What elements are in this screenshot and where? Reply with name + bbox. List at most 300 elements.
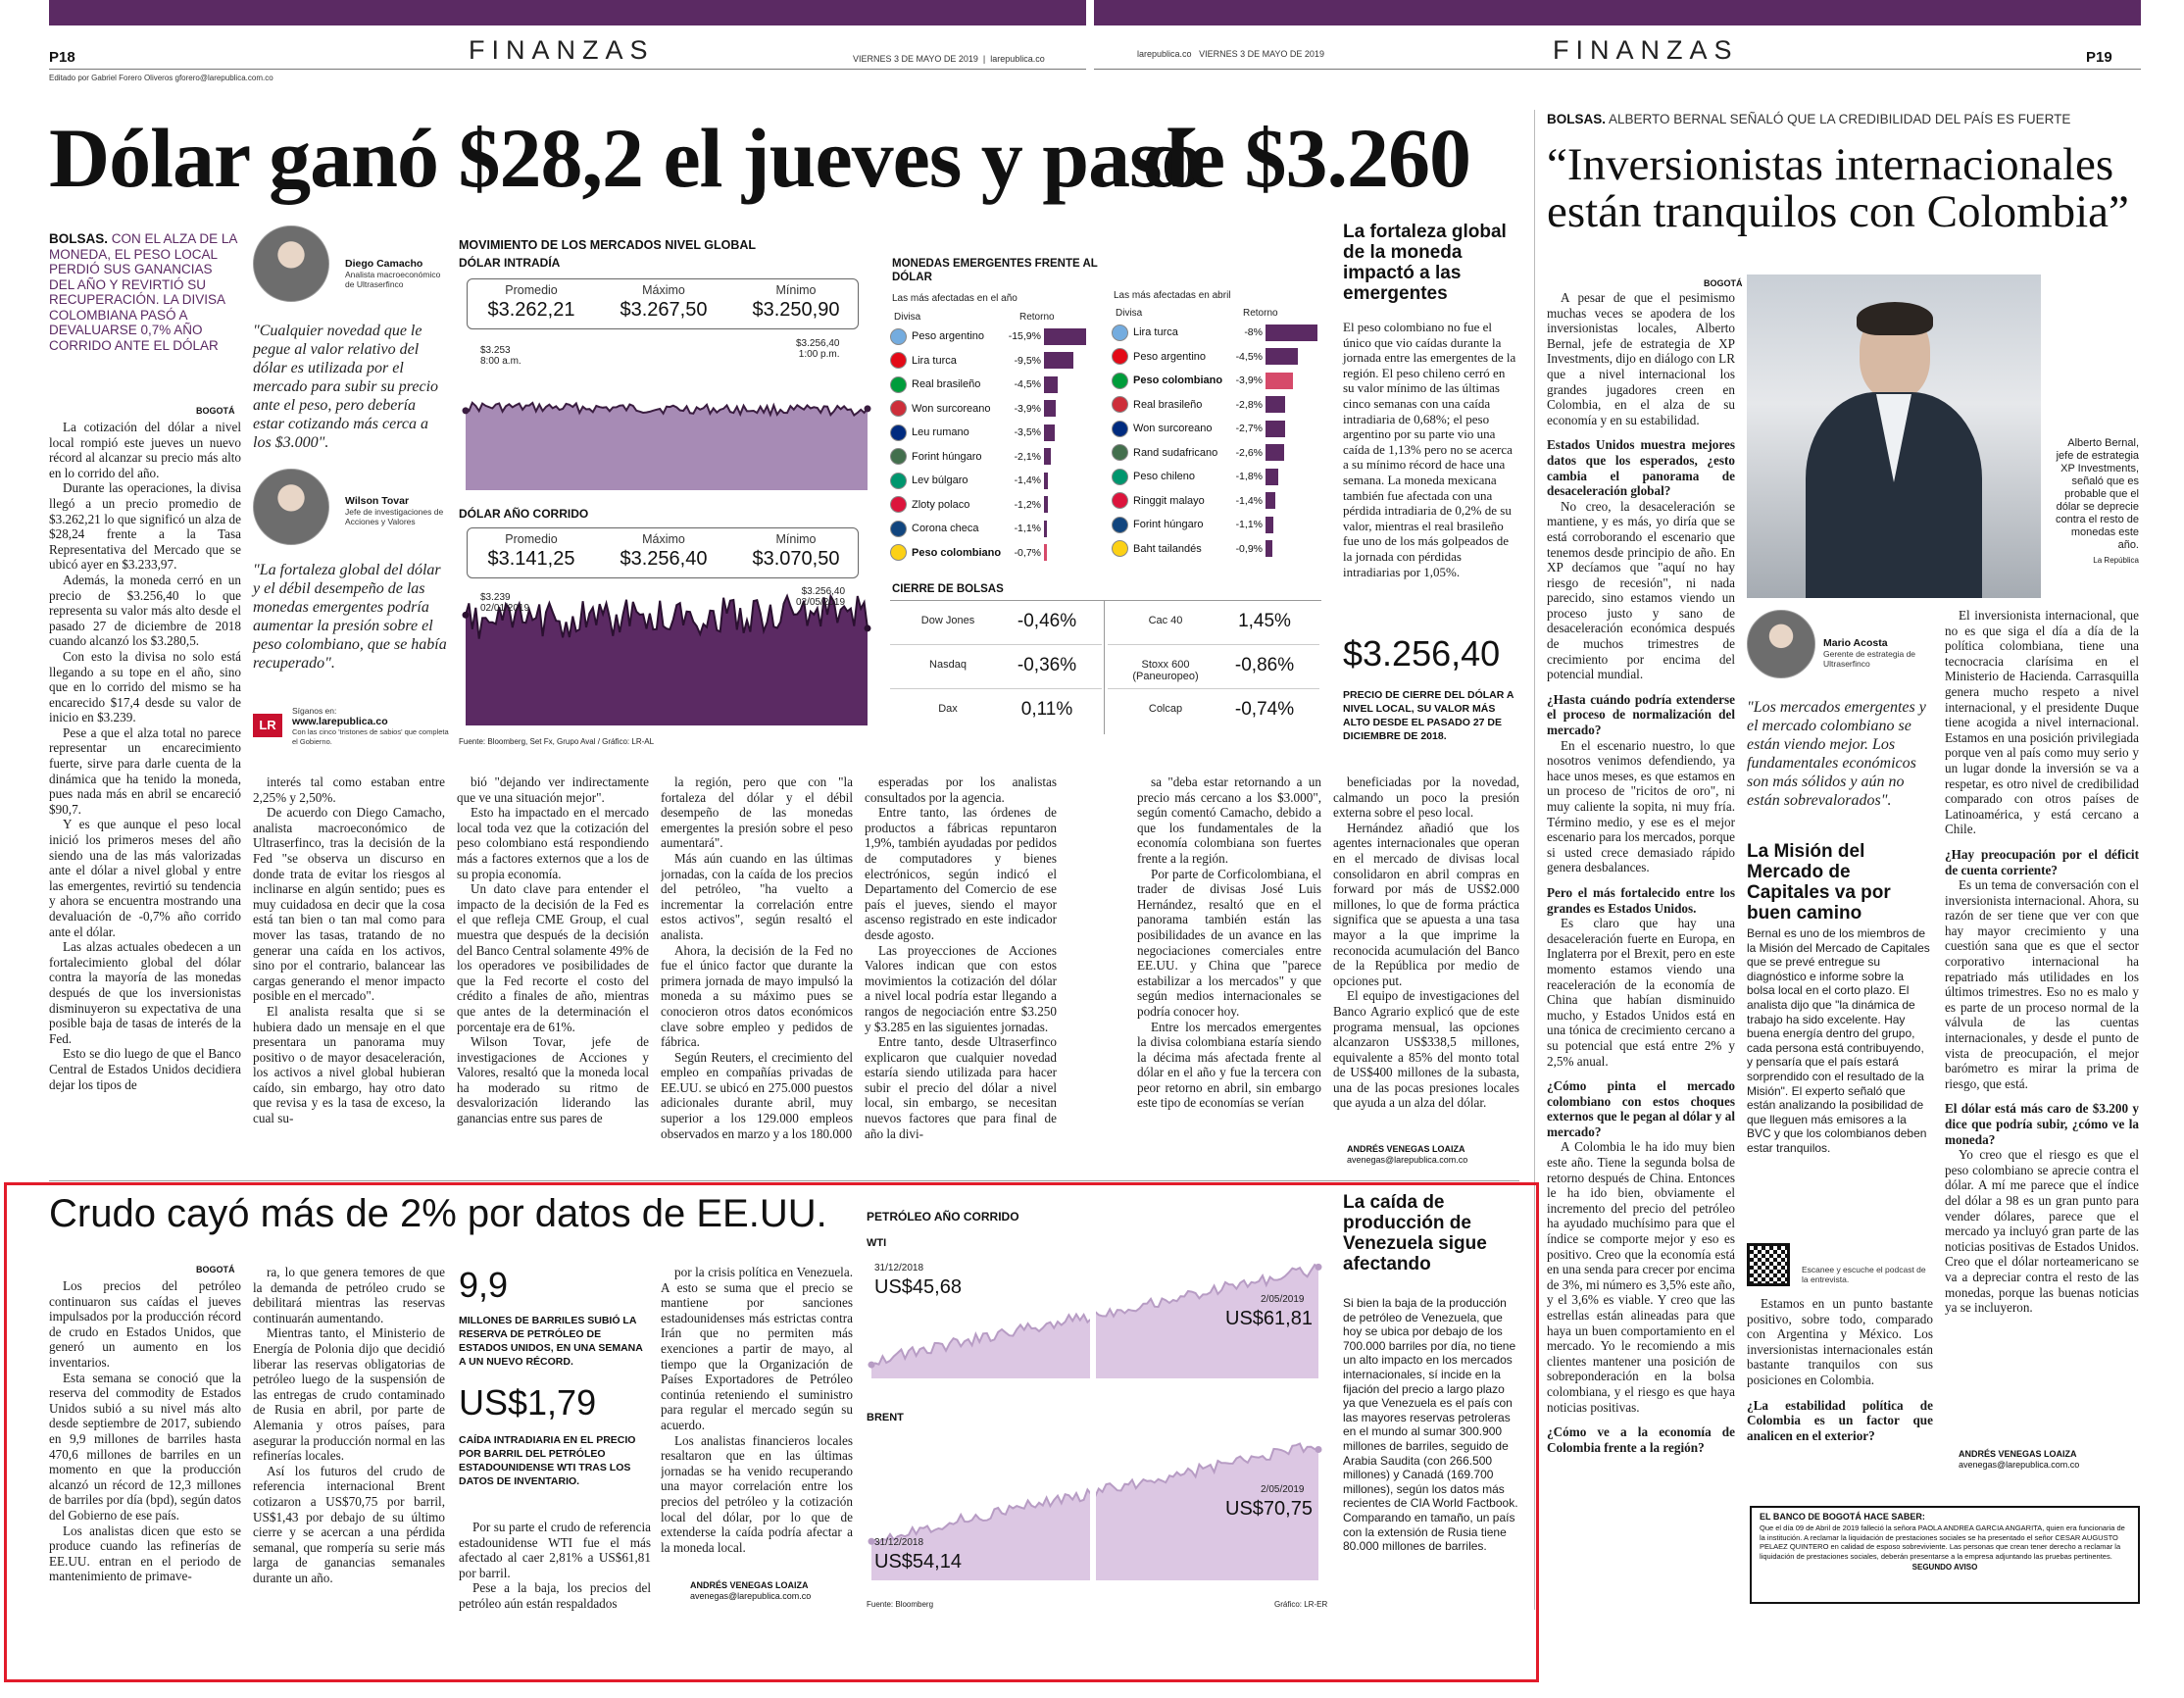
index-value: 0,11% [1020, 699, 1073, 720]
currency-bar [1266, 517, 1273, 533]
interview-kicker [1547, 112, 2135, 127]
april-subtitle: Las más afectadas en abril [1114, 290, 1231, 301]
oil-byline [690, 1580, 811, 1602]
currency-name: Peso chileno [1133, 471, 1195, 483]
currency-return: -9,5% [1014, 354, 1041, 367]
paragraph: Con esto la divisa no solo está llegando a su tope en el año, sino que en lo corrido del mismo se ha encarecido $17,4 desde su valor de inicio en $3.239. [49, 648, 241, 725]
currency-return: -1,1% [1014, 523, 1041, 535]
oil-source: Fuente: Bloomberg [867, 1600, 934, 1609]
left-header-rule [49, 69, 1086, 70]
currency-name: Rand sudafricano [1133, 446, 1218, 459]
close-big-figure: $3.256,40 [1343, 633, 1501, 674]
main-kicker-label: BOLSAS. [49, 231, 109, 246]
currency-return: -1,4% [1235, 494, 1263, 507]
paragraph: por la crisis política en Venezuela. A esto se suma que el precio se mantiene por sanciones estadounidenses más estrictas contra Irán que no permiten más exenciones a partir de mayo, al tiempo que la Organización de Países Exportadores de Petróleo continúa reteniendo el suministro para regular el mercado según su acuerdo. [661, 1265, 853, 1432]
venezuela-paragraph: Si bien la baja de la producción de petróleo de Venezuela, que hoy se ubica por debajo de los 700.000 barriles por día, no tiene un alto impacto en los mercados internacionales, sí incide en la fijación del precio a largo plazo ya que Venezuela es el país con las mayores reservas petroleras en el mundo al sumar 300.900 millones de barriles, seguido de Arabia Saudita (con 266.500 millones) y Canadá (169.700 millones), según los datos más recientes de CIA World Factbook. Comparando en tamaño, un país con la extensión de Rusia tiene 80.000 millones de barriles. [1343, 1296, 1518, 1554]
flag-icon [890, 328, 907, 345]
flag-icon [890, 496, 907, 513]
emerging-sidebar-paragraph: El peso colombiano no fue el único que vio caídas durante la jornada entre las emergentes de la región. El peso chileno cerró en su valor mínimo de las últimas cinco semanas con una caída intradiaria de 0,68%; el peso argentino por su parte vio una caída de 1,13% pero no se acerca a su mínimo récord de hace una semana. La moneda mexicana también fue afectada con una pérdida intradiaria de 0,2% de su valor, mientras el real brasileño fue uno de los más golpeados de la jornada con pérdidas intradiarias por 1,05%. [1343, 320, 1516, 579]
venezuela-head: La caída de producción de Venezuela sigue afectando [1343, 1192, 1487, 1274]
flag-icon [1112, 348, 1128, 365]
currency-row [890, 325, 1086, 349]
currency-row [890, 541, 1086, 566]
photo-caption [2049, 437, 2139, 567]
currency-return: -0,9% [1235, 542, 1263, 555]
paragraph: Las alzas actuales obedecen a un fortalecimiento global del dólar contra la mayoría de las monedas después de que los inversionistas disminuyeron su expectativa de una posible baja de tasas de interés de la Fed. [49, 939, 241, 1046]
paragraph: Pese a que el alza total no parece representar un encarecimiento fuerte, sirve para darle cuenta de la dinámica que ha tenido la moneda, pues nada más en abril se encareció $90,7. [49, 724, 241, 817]
oil-figure-2: US$1,79 [459, 1382, 597, 1423]
emerging-sidebar-text [1343, 320, 1519, 579]
interview-headline: “Inversionistas internacionales están tranquilos con Colombia” [1547, 139, 2129, 237]
currency-row [1112, 489, 1317, 514]
oil-headline: Crudo cayó más de 2% por datos de EE.UU. [49, 1192, 827, 1235]
emerging-sidebar-head: La fortaleza global de la moneda impactó a las emergentes [1343, 222, 1507, 304]
flag-icon [1112, 469, 1128, 485]
currency-row [890, 349, 1086, 374]
interview-column-2-end [1747, 1296, 1933, 1443]
currency-bar [1266, 325, 1317, 341]
close-figure-caption: PRECIO DE CIERRE DEL DÓLAR A NIVEL LOCAL, SU VALOR MÁS ALTO DESDE EL PASADO 27 DE DICIEMBRE DE 2018. [1343, 689, 1514, 742]
currency-name: Forint húngaro [1133, 519, 1204, 531]
ytd-end-label [796, 586, 845, 608]
currency-bar [1266, 348, 1298, 365]
currency-row [890, 445, 1086, 470]
col-header: Divisa [1116, 308, 1143, 319]
interview-kicker-text: ALBERTO BERNAL SEÑALÓ QUE LA CREDIBILIDAD DEL PAÍS ES FUERTE [1609, 112, 2071, 126]
intraday-chart [461, 338, 872, 490]
currency-name: Peso argentino [1133, 350, 1206, 363]
social-url[interactable]: www.larepublica.co [292, 716, 388, 727]
currency-bar [1044, 400, 1056, 417]
ytd-start-value: $3.239 [480, 592, 511, 603]
paragraph: Las proyecciones de Acciones Valores indican que con estos movimientos la cotización del dólar a nivel local podría estar llegando a rangos de negociación entre $3.250 y $3.285 en las siguientes jornadas. [865, 942, 1057, 1034]
left-dateline: VIERNES 3 DE MAYO DE 2019 | larepublica.co [853, 54, 1045, 64]
flag-icon [890, 376, 907, 393]
currency-bar [1266, 492, 1275, 509]
brent-end-value: US$70,75 [1225, 1498, 1313, 1520]
intraday-title: DÓLAR INTRADÍA [459, 256, 561, 270]
index-value: 1,45% [1238, 611, 1291, 631]
currency-return: -1,2% [1014, 498, 1041, 511]
stat-value: $3.256,40 [620, 548, 708, 570]
col-header: Divisa [894, 312, 921, 323]
ytd-stats [467, 527, 859, 578]
left-site: larepublica.co [990, 54, 1045, 64]
chart-gap [1090, 1423, 1096, 1580]
currency-bar [1266, 444, 1284, 461]
intraday-end-value: $3.256,40 [796, 338, 840, 349]
interview-intro: A pesar de que el pesimismo muchas veces se apodera de los inversionistas locales, Alberto Bernal, jefe de estrategia de XP Investments, dijo en diálogo con LR que a nivel internacional los grandes jugadores creen en Colombia, en el alza de su economía y en su estabilidad. [1547, 290, 1735, 427]
currency-name: Ringgit malayo [1133, 494, 1205, 507]
currency-return: -3,9% [1235, 375, 1263, 387]
oil-byline-email: avenegas@larepublica.com.co [690, 1591, 812, 1601]
main-byline-email: avenegas@larepublica.com.co [1347, 1155, 1468, 1165]
paragraph: Wilson Tovar, jefe de investigaciones de Acciones y Valores, resaltó que la moneda local ha moderado su ritmo de desvalorización liderando las ganancias entre sus pares de [457, 1034, 649, 1126]
currency-row [890, 421, 1086, 445]
currency-name: Real brasileño [912, 378, 981, 391]
wti-end-value: US$61,81 [1225, 1308, 1313, 1329]
index-divider [1108, 688, 1319, 689]
intraday-start-value: $3.253 [480, 345, 511, 356]
col-header: Retorno [1019, 312, 1055, 323]
index-name: Dax [938, 703, 958, 715]
area-fill [466, 403, 868, 490]
oil-column-2 [253, 1265, 445, 1618]
paragraph: Los precios del petróleo continuaron sus caídas el jueves impulsados por la producción récord de crudo en Estados Unidos, que generó un aumento en los inventarios. [49, 1278, 241, 1370]
flag-icon [1112, 492, 1128, 509]
flag-icon [1112, 396, 1128, 413]
stat-label: Mínimo [775, 532, 817, 546]
paragraph: interés tal como estaban entre 2,25% y 2,50%. [253, 774, 445, 805]
paragraph: Pese a la baja, los precios del petróleo aún están respaldados [459, 1580, 651, 1611]
avatar [253, 469, 329, 545]
currency-name: Peso colombiano [912, 546, 1002, 559]
currency-bar [1044, 521, 1047, 537]
oil-figure-1-caption: MILLONES DE BARRILES SUBIÓ LA RESERVA DE PETRÓLEO DE ESTADOS UNIDOS, EN UNA SEMANA A UN NUEVO RÉCORD. [459, 1315, 643, 1368]
right-date: VIERNES 3 DE MAYO DE 2019 [1199, 49, 1324, 59]
stat-label: Máximo [642, 532, 685, 546]
currency-bar [1044, 328, 1086, 345]
brent-end-date: 2/05/2019 [1261, 1484, 1305, 1495]
paragraph: Esta semana se conoció que la reserva del commodity de Estados Unidos subió a su nivel más alto desde septiembre de 2017, subiendo en 9,9 millones de barriles hasta 470,6 millones de barriles en un momento en que la producción alcanzó un récord de 12,3 millones de barriles por día (bpd), según datos del Gobierno de ese país. [49, 1370, 241, 1523]
paragraph: bió "dejando ver indirectamente que ve una situación mejor". [457, 774, 649, 805]
april-currency-list [1112, 321, 1317, 561]
interview-answer: Es claro que hay una desaceleración fuerte en Europa, en Inglaterra por el Brexit, pero en este momento estamos viendo una reaceleración de la economía de China que habían disminuido mucho, y Estados Unidos está en una tónica de crecimiento cercano a su potencial que está entre 2% y 2,5% anual. [1547, 916, 1735, 1069]
flag-icon [1112, 325, 1128, 341]
quote1-text: "Cualquier novedad que le pegue al valor relativo del dólar es utilizada por el mercado para subir su precio ante el peso, pero debería estar cotizando más cerca a los $3.000". [253, 323, 439, 451]
oil-column-3-end [459, 1520, 651, 1612]
lr-logo-icon: LR [253, 714, 282, 737]
interview-quote-name: Mario Acosta [1823, 637, 1888, 649]
interview-question: Pero el más fortalecido entre los grandes es Estados Unidos. [1547, 884, 1735, 916]
stat-value: $3.141,25 [487, 548, 575, 570]
paragraph: Un dato clave para entender el impacto de la decisión de la Fed es el que refleja CME Group, el cual muestra que después de la decisión del Banco Central solamente 49% de los operadores ve posibilidades de que la Fed recorte el costo del crédito a finales de año, mientras que antes de la determinación el porcentaje era de 61%. [457, 881, 649, 1034]
col-header: Retorno [1243, 308, 1278, 319]
social-label: Síganos en: [292, 706, 337, 716]
currency-return: -3,9% [1014, 402, 1041, 415]
paragraph: sa "deba estar retornando a un precio más cercano a los $3.000", según comentó Camacho, debido a que los fundamentales de la economía colombiana son fuertes frente a la región. [1137, 774, 1321, 866]
ytd-start-date: 02/01/2019 [480, 603, 530, 614]
paragraph: Esto ha impactado en el mercado local toda vez que la cotización del peso colombiano está respondiendo más a factores externos que a los de su propia economía. [457, 805, 649, 881]
currency-return: -8% [1244, 326, 1263, 339]
main-column-2 [253, 774, 445, 1176]
stat-value: $3.267,50 [620, 299, 708, 321]
currency-bar [1044, 352, 1073, 369]
avatar [253, 225, 329, 302]
index-divider [1108, 644, 1319, 645]
right-site-text: larepublica.co [1137, 49, 1192, 59]
paragraph: beneficiadas por la novedad, calmando un poco la presión externa sobre el peso local. [1333, 774, 1519, 821]
main-byline [1347, 1144, 1467, 1166]
interview-photo [1747, 275, 2041, 598]
paragraph: Así los futuros del crudo de referencia internacional Brent cotizaron a US$70,75 por barril, US$1,43 por debajo de su último cierre y se acercan a una pérdida semanal, que rompería su serie más larga de ganancias semanales durante un año. [253, 1463, 445, 1585]
paragraph: Ahora, la decisión de la Fed no fue el único factor que durante la primera jornada de mayo impulsó la moneda a su máximo pues se conocieron otros datos económicos clave sobre empleo y pedidos de fábrica. [661, 942, 853, 1050]
left-date: VIERNES 3 DE MAYO DE 2019 [853, 54, 978, 64]
quote2-text: "La fortaleza global del dólar y el débil desempeño de las monedas emergentes podría aumentar la presión sobre el peso colombiano, que se había recuperado". [253, 562, 447, 672]
interview-question: ¿Hasta cuándo podría extenderse el proceso de normalización del mercado? [1547, 691, 1735, 738]
intraday-start-time: 8:00 a.m. [480, 356, 521, 367]
emerging-title: MONEDAS EMERGENTES FRENTE AL DÓLAR [892, 258, 1098, 283]
mission-subhead: La Misión del Mercado de Capitales va por buen camino [1747, 841, 1891, 924]
endpoint-marker [1315, 1264, 1322, 1271]
currency-name: Won surcoreano [912, 402, 991, 415]
paragraph: Estamos en un punto bastante positivo, sobre todo, comparado con Argentina y México. Los inversionistas internacionales están bastante tranquilos con sus posiciones en Colombia. [1747, 1296, 1933, 1387]
oil-credit: Gráfico: LR-ER [1274, 1600, 1328, 1609]
endpoint-marker [463, 612, 470, 619]
paragraph: El inversionista internacional, que no es que siga el día a día de la política colombiana, tiene una tecnocracia clarísima en el Ministerio de Hacienda. Carrasquilla genera mucho respeto a nivel internacional, y el presidente Duque tiene acogida a nivel internacional. Estamos en una posición privilegiada porque ven al país como muy serio y un lugar donde la inversión se va a respetar, es otro nivel de credibilidad comparado con otros países de Latinoamérica, y está cercano a Chile. [1945, 608, 2139, 837]
markets-panel-title: MOVIMIENTO DE LOS MERCADOS NIVEL GLOBAL [459, 238, 757, 252]
flag-icon [890, 448, 907, 465]
paragraph: Entre tanto, desde Ultraserfinco explicaron que cualquier novedad estaría siendo utilizada para hacer subir el precio del dólar a nivel local, sin embargo, se necesitan nuevos factores que para final de año la divi- [865, 1034, 1057, 1141]
currency-return: -2,7% [1235, 423, 1263, 435]
intraday-stats [467, 278, 859, 329]
flag-icon [890, 473, 907, 489]
currency-name: Real brasileño [1133, 398, 1203, 411]
notice-title: EL BANCO DE BOGOTÁ HACE SABER: [1760, 1512, 1925, 1522]
left-folio: P18 [49, 49, 75, 66]
index-name: Colcap [1148, 703, 1183, 715]
stat-value: $3.262,21 [487, 299, 575, 321]
quote2-name: Wilson Tovar [345, 495, 410, 507]
paragraph: ra, lo que genera temores de que la demanda de petróleo crudo se debilitará mientras las reservas continuarán aumentando. [253, 1265, 445, 1325]
interview-answer: Yo creo que el riesgo es que el peso colombiano se aprecie contra el dólar. A mí me parece que el índice del dólar a 98 es un gran punto para vender dólares, parece que el mercado ya incluyó gran parte de las noticias positivas de Estados Unidos. Creo que el dólar norteamericano se va a depreciar contra el resto de las monedas, porque las buenas noticias ya se incluyeron. [1945, 1147, 2139, 1316]
wti-label: WTI [867, 1237, 887, 1249]
flag-icon [890, 544, 907, 561]
currency-name: Lira turca [912, 354, 957, 367]
main-column-3 [457, 774, 649, 1176]
notice-footer: SEGUNDO AVISO [1911, 1563, 1978, 1572]
currency-row [890, 517, 1086, 541]
year-subtitle: Las más afectadas en el año [892, 293, 1018, 304]
area-fill [466, 596, 868, 725]
flag-icon [1112, 517, 1128, 533]
interview-answer: A Colombia le ha ido muy bien este año. Tiene la segunda bolsa de retorno después de China. Entonces le ha ido bien, obviamente el incremento del precio del petróleo ha ayudado muchísimo para que el índice se comporte mejor y eso es positivo. Creo que la economía está en una senda para crecer por encima de 3%, mi número es 3,5% este año, y el 3,6% es viable. Y creo que las estrellas están alineadas para que haya un buen comportamiento en el mercado. Yo le recomiendo a mis clientes mantener una posición de sobreponderación en la bolsa colombiana, y el riesgo es que haya noticias positivas. [1547, 1139, 1735, 1415]
currency-return: -2,1% [1014, 450, 1041, 463]
interview-kicker-label: BOLSAS. [1547, 112, 1607, 126]
mission-paragraph: Bernal es uno de los miembros de la Misión del Mercado de Capitales que se prevé entregue su diagnóstico e informe sobre la bolsa local en el corto plazo. El analista dijo que "la dinámica de trabajo ha sido excelente. Hay buena energía dentro del grupo, cada persona está contribuyendo, y pensaría que el país estará sorprendido con el resultado de la Misión". El experto señaló que están analizando la posibilidad de que lleguen más emisores a la BVC y que los colombianos deben estar tranquilos. [1747, 926, 1930, 1155]
currency-return: -0,7% [1014, 546, 1041, 559]
flag-icon [890, 352, 907, 369]
markets-source: Fuente: Bloomberg, Set Fx, Grupo Aval / Gráfico: LR-AL [459, 737, 655, 746]
currency-return: -4,5% [1235, 350, 1263, 363]
endpoint-marker [1315, 1446, 1322, 1453]
index-value: -0,86% [1234, 655, 1295, 675]
oil-byline-name: ANDRÉS VENEGAS LOAIZA [690, 1580, 809, 1590]
wti-start-value: US$45,68 [874, 1276, 962, 1298]
main-headline-right: de $3.260 [1142, 111, 1470, 205]
index-column-divider [1104, 601, 1105, 734]
index-divider [890, 644, 1102, 645]
currency-name: Lev búlgaro [912, 474, 968, 487]
interview-city: BOGOTÁ [1704, 278, 1743, 288]
currency-bar [1044, 496, 1048, 513]
right-section-title: FINANZAS [1553, 35, 1739, 65]
currency-name: Lira turca [1133, 326, 1178, 339]
photo-credit: La República [2093, 556, 2139, 565]
oil-column-1 [49, 1278, 241, 1617]
intraday-start-label [480, 345, 521, 367]
paragraph: Entre los mercados emergentes la divisa colombiana estaría siendo la décima más afectada frente al dólar en el año y fue la tercera con peor retorno en abril, sin embargo este tipo de economías se verían [1137, 1019, 1321, 1111]
intraday-end-time: 1:00 p.m. [798, 349, 840, 360]
quote1-name: Diego Camacho [345, 258, 423, 270]
qr-text: Escanee y escuche el podcast de la entrevista. [1802, 1265, 1926, 1284]
flag-icon [1112, 540, 1128, 557]
flag-icon [890, 521, 907, 537]
index-divider [890, 688, 1102, 689]
currency-row [1112, 537, 1317, 562]
paragraph: Según Reuters, el crecimiento del empleo en compañías privadas de EE.UU. se ubicó en 275.000 puestos adicionales durante abril, muy superior a los 129.000 empleos observados en marzo y a los 180.000 [661, 1049, 853, 1141]
interview-question: ¿La estabilidad política de Colombia es un factor que analicen en el exterior? [1747, 1397, 1933, 1443]
paragraph: Esto se dio luego de que el Banco Central de Estados Unidos decidiera dejar los tipos de [49, 1046, 241, 1092]
flag-icon [1112, 421, 1128, 437]
oil-chart-title: PETRÓLEO AÑO CORRIDO [867, 1210, 1019, 1224]
bank-notice [1750, 1506, 2140, 1604]
quote2-role: Jefe de investigaciones de Acciones y Valores [345, 507, 444, 526]
quote-person [345, 258, 451, 289]
paragraph: la región, pero que con "la fortaleza del dólar y el débil desempeño de las monedas emergentes la presión sobre el peso aumentará". [661, 774, 853, 851]
quote-person [345, 495, 451, 526]
ytd-start-label [480, 592, 529, 614]
currency-bar [1044, 424, 1055, 441]
index-name: Nasdaq [929, 659, 967, 671]
currency-name: Forint húngaro [912, 450, 982, 463]
currency-bar [1044, 376, 1058, 393]
paragraph: Por parte de Corficolombiana, el trader de divisas José Luis Hernández, resaltó que en el panorama también están las posibilidades de un avance en las negociaciones comerciales entre EE.UU. y China que "parece estabilizar a los mercados" y que según medios internacionales se podría conocer hoy. [1137, 866, 1321, 1019]
interview-column-3 [1945, 608, 2139, 1482]
main-column-7 [1333, 774, 1519, 1137]
chart-gap [1090, 1251, 1096, 1378]
currency-return: -2,6% [1235, 446, 1263, 459]
interview-quote-role: Gerente de estrategia de Ultraserfinco [1823, 649, 1916, 669]
currency-bar [1266, 421, 1285, 437]
photo-caption-text: Alberto Bernal, jefe de estrategia XP Investments, señaló que es probable que el dólar se deprecie contra el resto de monedas este año. [2056, 437, 2139, 551]
currency-row [890, 397, 1086, 422]
currency-bar [1044, 473, 1048, 489]
stat-label: Máximo [642, 283, 685, 297]
paragraph: El analista resalta que si se hubiera dado un mensaje en el que presentara un panorama muy positivo o de mayor desaceleración, los activos a nivel global hubieran caído, sin embargo, hay otro dato que revisa y es la tasa de exceso, la cual su- [253, 1003, 445, 1126]
index-value: -0,74% [1234, 699, 1295, 720]
currency-bar [1044, 448, 1051, 465]
venezuela-text [1343, 1296, 1519, 1554]
currency-row [1112, 393, 1317, 418]
ytd-end-date: 02/05/2019 [796, 597, 846, 608]
qr-code-icon[interactable] [1747, 1243, 1790, 1286]
endpoint-marker [869, 1362, 875, 1369]
currency-row [890, 469, 1086, 493]
currency-return: -15,9% [1008, 330, 1041, 343]
quote-person [1823, 637, 1931, 669]
paragraph: Además, la moneda cerró en un precio de $3.256,40 lo que representa su valor más alto desde el pasado 27 de diciembre de 2018 cuando alcanzó los $3.280,5. [49, 572, 241, 649]
interview-answer: Es un tema de conversación con el inversionista internacional. Ahora, su razón de ser tiene que ver con que hay mayor crecimiento y una cuestión sana que es que el sector corporativo internacional ha repatriado más utilidades en los últimos trimestres. Eso no es malo y es parte de un proceso normal de la válvula de las cuentas internacionales, y desde el punto de vista de preocupación, el mejor barómetro es mirar la prima de riesgo, que está. [1945, 877, 2139, 1091]
currency-return: -1,1% [1235, 519, 1263, 531]
currency-row [1112, 369, 1317, 393]
interview-question: Estados Unidos muestra mejores datos que los esperados, ¿esto cambia el panorama de desaceleración global? [1547, 437, 1735, 499]
left-editor: Editado por Gabriel Forero Oliveros gforero@larepublica.com.co [49, 74, 273, 82]
right-site [1137, 49, 1324, 59]
oil-top-rule [49, 1180, 1519, 1181]
paragraph: Hernández añadió que los agentes internacionales que operan en el mercado de divisas local consolidaron en abril compras en forward por más de US$2.000 millones, lo que de forma práctica significa que se apuesta a una tasa mayor a la que imprime la reconocida acumulación del Banco de la República por medio de opciones put. [1333, 820, 1519, 988]
currency-row [1112, 417, 1317, 441]
main-column-4 [661, 774, 853, 1176]
left-section-title: FINANZAS [469, 35, 655, 65]
currency-return: -1,4% [1014, 474, 1041, 487]
oil-city: BOGOTÁ [196, 1265, 235, 1274]
main-column-1 [49, 420, 241, 1174]
interview-byline-name: ANDRÉS VENEGAS LOAIZA [1959, 1449, 2077, 1459]
main-byline-name: ANDRÉS VENEGAS LOAIZA [1347, 1144, 1465, 1154]
stat-label: Promedio [505, 532, 558, 546]
quote1-role: Analista macroeconómico de Ultraserfinco [345, 270, 441, 289]
intraday-end-label [796, 338, 840, 360]
currency-row [1112, 321, 1317, 345]
ytd-title: DÓLAR AÑO CORRIDO [459, 507, 589, 521]
index-name: Stoxx 600 (Paneuropeo) [1132, 659, 1199, 682]
notice-text: Que el día 09 de Abril de 2019 falleció la señora PAOLA ANDREA GARCIA ANGARITA, quien era funcionaria de la institución. A reclamar la liquidación de prestaciones sociales se ha presentado el señor CESAR AUGUSTO PELAEZ QUINTERO en calidad de esposo sobreviviente. Las personas que crean tener derecho a reclamar la liquidación de prestaciones sociales, deberán presentarse a la empresa adjuntando las pruebas pertinentes. [1760, 1523, 2125, 1561]
interview-column-1 [1547, 290, 1735, 1619]
paragraph: Mientras tanto, el Ministerio de Energía de Polonia dijo que decidió liberar las reservas obligatorias de petróleo luego de la suspensión de las entregas de crudo contaminado de Rusia en abril, por parte de Alemania y otros países, para asegurar la producción normal en las refinerías locales. [253, 1325, 445, 1464]
main-column-5 [865, 774, 1057, 1176]
main-column-6 [1137, 774, 1321, 1176]
currency-bar [1266, 469, 1278, 485]
main-city: BOGOTÁ [196, 406, 235, 416]
currency-bar [1044, 544, 1047, 561]
flag-icon [1112, 373, 1128, 389]
index-name: Cac 40 [1148, 615, 1183, 626]
stat-value: $3.250,90 [752, 299, 840, 321]
brent-label: BRENT [867, 1412, 904, 1423]
currency-bar [1266, 396, 1285, 413]
currency-bar [1266, 540, 1272, 557]
oil-figure-1: 9,9 [459, 1265, 509, 1305]
main-kicker-text: CON EL ALZA DE LA MONEDA, EL PESO LOCAL PERDIÓ SUS GANANCIAS DEL AÑO Y REVIRTIÓ SU RECUPERACIÓN. LA DIVISA COLOMBIANA PASÓ A DEVALUARSE 0,7% AÑO CORRIDO ANTE EL DÓLAR [49, 231, 237, 353]
interview-byline-email: avenegas@larepublica.com.co [1959, 1460, 2080, 1470]
paragraph: Durante las operaciones, la divisa llegó a un precio promedio de $3.262,21 lo que significó un alza de $28,24 frente a la Tasa Representativa del Mercado que se ubicó ayer en $3.233,97. [49, 480, 241, 573]
right-top-bar [1094, 0, 2141, 25]
interview-byline [1959, 1449, 2079, 1471]
interview-question: ¿Hay preocupación por el déficit de cuenta corriente? [1945, 846, 2139, 877]
paragraph: Los analistas financieros locales resaltaron que en las últimas jornadas se ha venido recuperando una mayor correlación entre los precios del petróleo y la cotización local del dólar, por lo que de extenderse la caída podría afectar a la moneda local. [661, 1432, 853, 1555]
main-headline-left: Dólar ganó $28,2 el jueves y pasó [49, 111, 1203, 205]
currency-name: Zloty polaco [912, 498, 970, 511]
interview-question: ¿Cómo ve a la economía de Colombia frente a la región? [1547, 1424, 1735, 1455]
currency-name: Corona checa [912, 523, 979, 535]
currency-return: -3,5% [1014, 426, 1041, 439]
currency-name: Baht tailandés [1133, 542, 1202, 555]
currency-bar [1266, 373, 1293, 389]
interview-question: ¿Cómo pinta el mercado colombiano con estos choques externos que le pegan al dólar y al mercado? [1547, 1078, 1735, 1139]
brent-start-date: 31/12/2018 [874, 1537, 924, 1548]
interview-answer: No creo, la desaceleración se mantiene, y es más, yo diría que se está corroborando el escenario que tenemos desde principio de año. En XP decíamos que "aquí no hay riesgo de recesión", ni nada parecido, sino estamos viendo un proceso justo y sano de desaceleración económica después de muchos trimestres de crecimiento por encima del potencial mundial. [1547, 498, 1735, 682]
paragraph: Y es que aunque el peso local inició los primeros meses del año siendo una de las más valorizadas ante el dólar a nivel global y entre las emergentes, revirtió su tendencia y ahora se encuentra mostrando una devaluación de -0,7% año corrido ante el dólar. [49, 817, 241, 939]
endpoint-marker [865, 405, 871, 412]
currency-return: -4,5% [1014, 378, 1041, 391]
stat-value: $3.070,50 [752, 548, 840, 570]
index-value: -0,36% [1017, 655, 1077, 675]
paragraph: Los analistas dicen que esto se produce cuando las refinerías de EE.UU. entran en el periodo de mantenimiento de primave- [49, 1523, 241, 1584]
wti-end-date: 2/05/2019 [1261, 1294, 1305, 1305]
currency-return: -2,8% [1235, 398, 1263, 411]
flag-icon [890, 400, 907, 417]
currency-row [1112, 465, 1317, 489]
currency-name: Leu rumano [912, 426, 969, 439]
currency-name: Peso argentino [912, 330, 984, 343]
currency-name: Peso colombiano [1133, 375, 1223, 387]
interview-answer: En el escenario nuestro, lo que nosotros venimos defendiendo, ya hace unos meses, es que estamos en un proceso de "ricitos de oro", ni muy caliente la sopita, ni muy fría. Término medio, y ese es el mejor escenario para los mercados, porque si usted crece demasiado rápido genera desbalances. [1547, 737, 1735, 875]
paragraph: De acuerdo con Diego Camacho, analista macroeconómico de Ultraserfinco, tras la decisión de la Fed "se observa un discurso en donde trata de evitar los riesgos al inclinarse en algún sentido; pues es muy cuidadosa en decir que la cosa está tan bien o tan mal como para mover las tasas, tratando de no generar una caída en los activos, sino por el contrario, balancear las cargas generando el menor impacto posible en el mercado". [253, 805, 445, 1004]
currency-return: -1,8% [1235, 471, 1263, 483]
main-kicker [49, 231, 240, 353]
social-box [253, 706, 449, 747]
